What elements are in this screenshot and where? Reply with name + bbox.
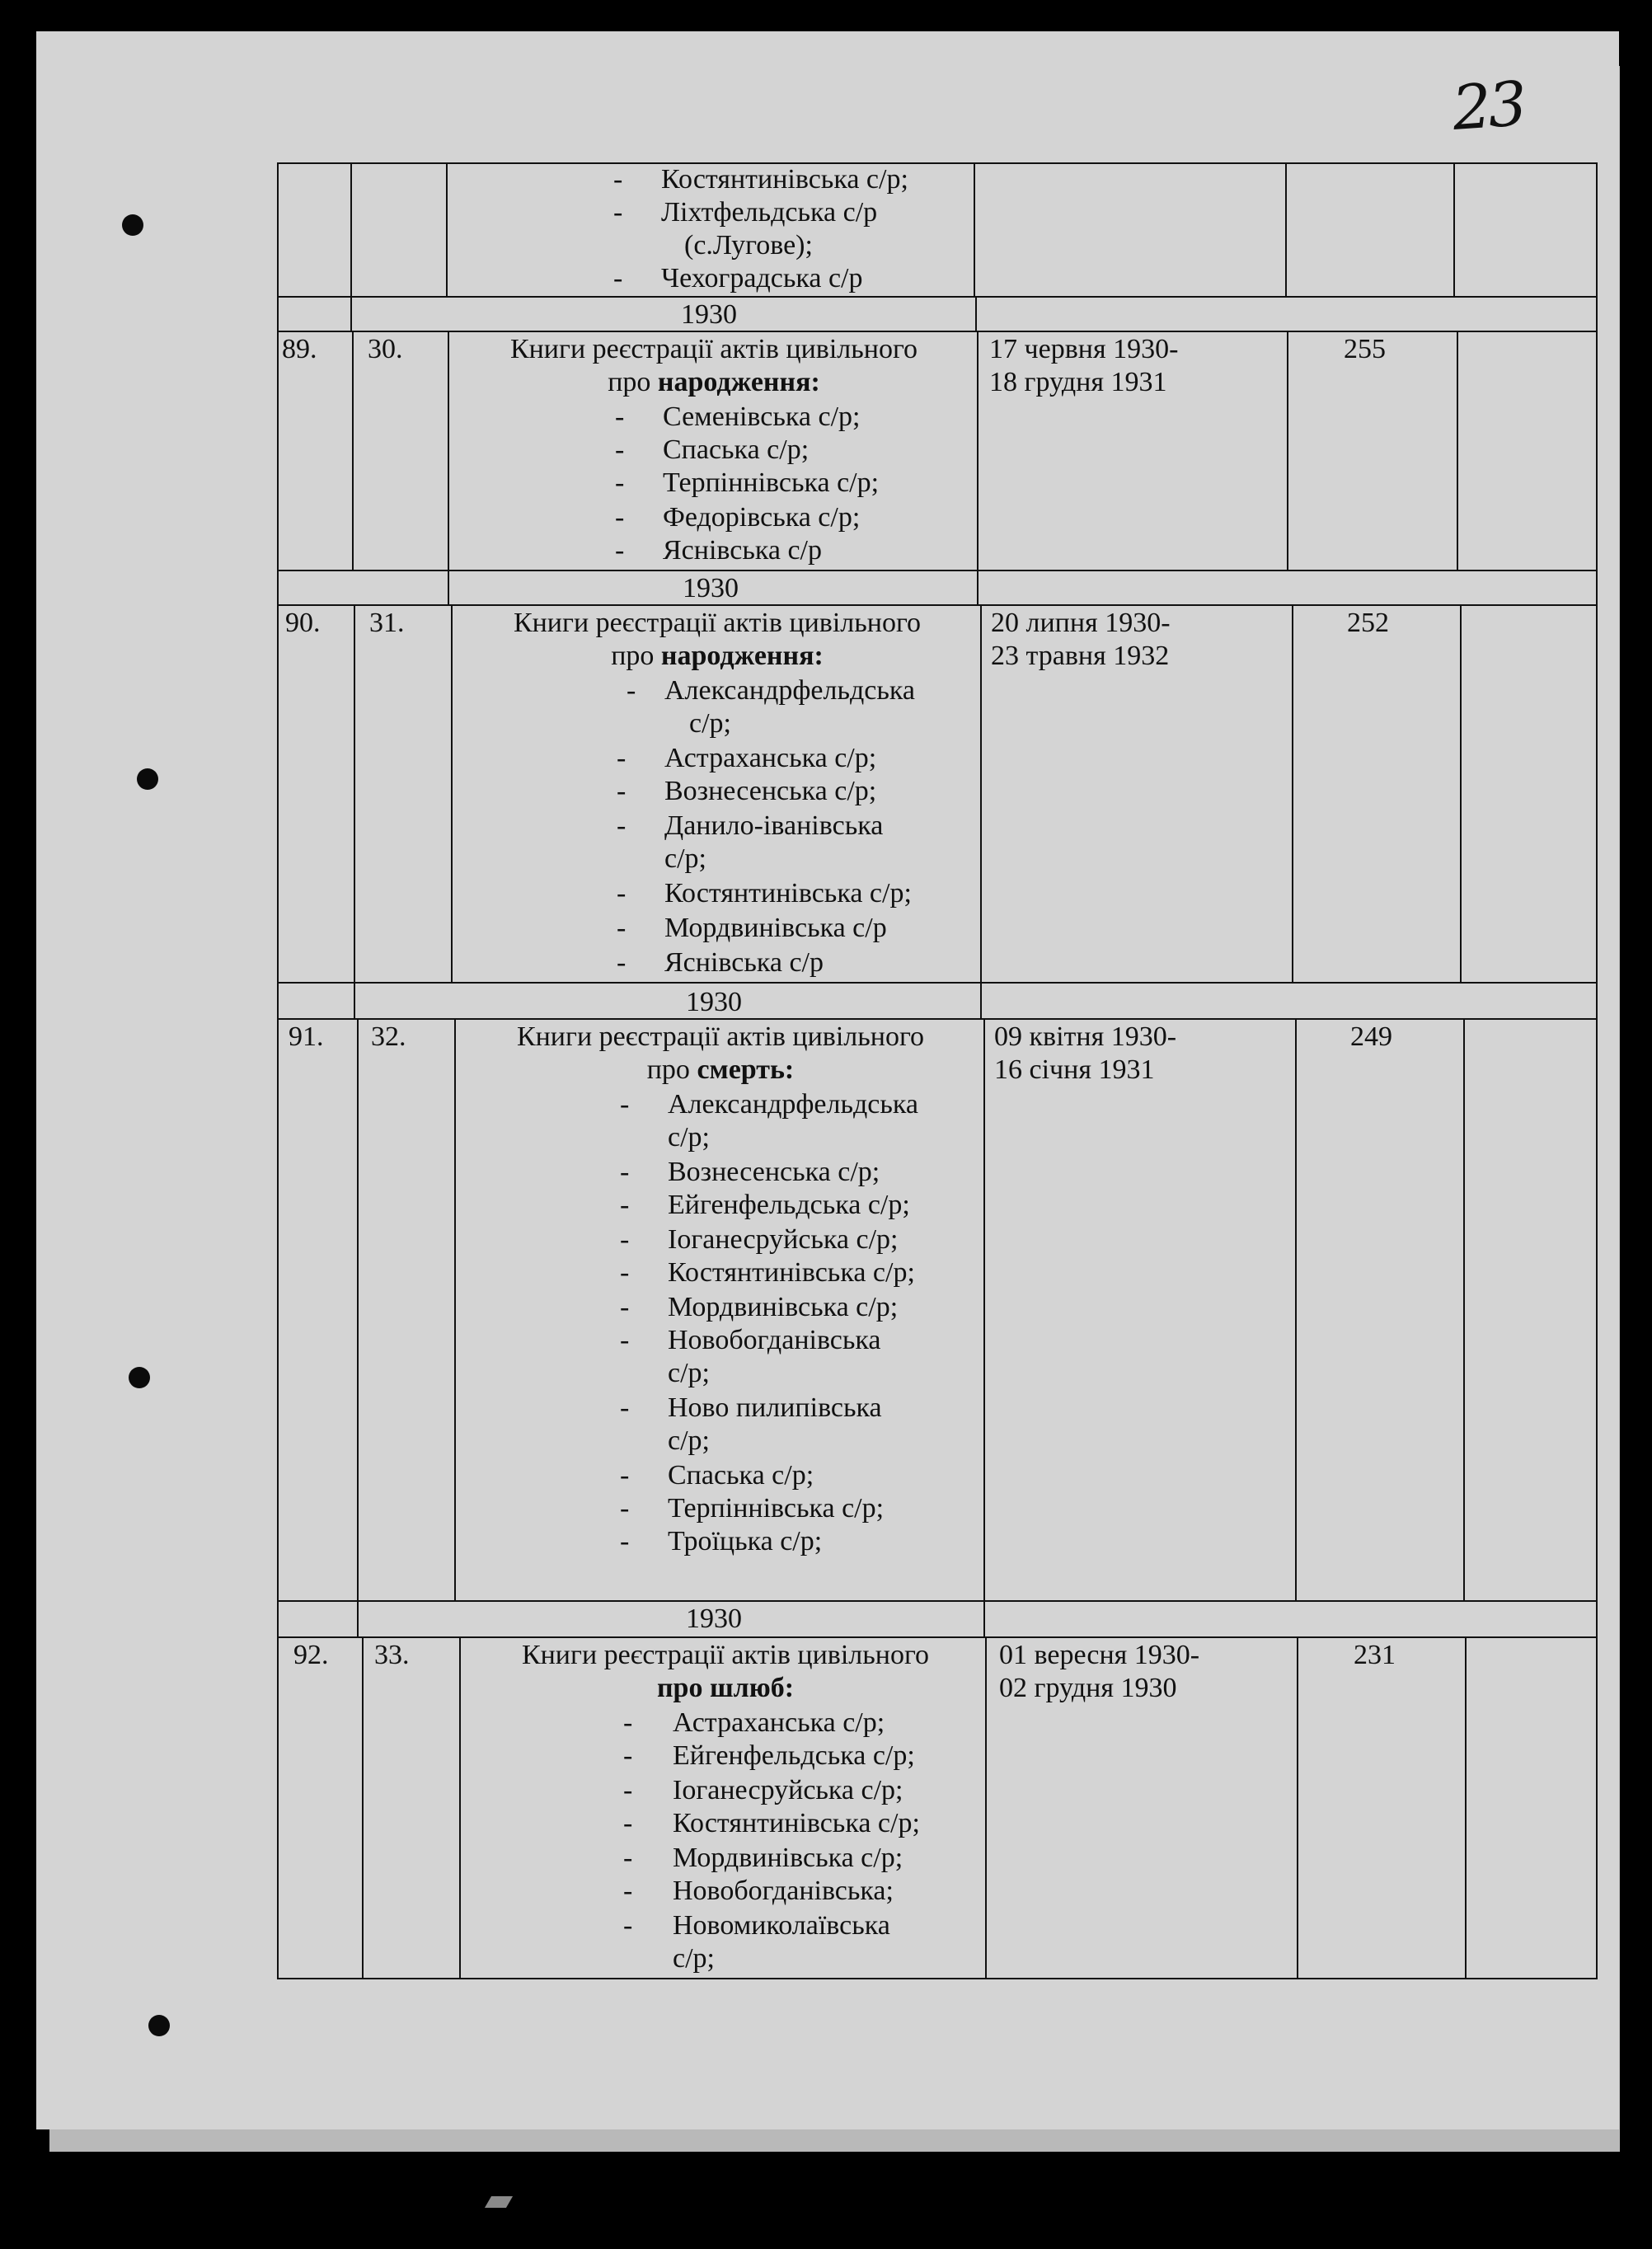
sheet-count: 231 xyxy=(1354,1640,1396,1670)
record-title-line2 xyxy=(463,1672,988,1705)
sheet-count: 255 xyxy=(1344,334,1386,364)
dash-marker: - xyxy=(615,401,625,432)
record-title: Книги реєстрації актів цивільного xyxy=(516,1021,925,1052)
row-number: 92. xyxy=(293,1640,329,1670)
dash-marker: - xyxy=(620,1392,630,1423)
dash-marker: - xyxy=(617,743,627,773)
list-item: с/р; xyxy=(664,843,706,874)
list-item: Новобогданівська; xyxy=(673,1876,894,1906)
list-item: Федорівська с/р; xyxy=(663,502,861,533)
date-range-end: 23 травня 1932 xyxy=(991,641,1170,671)
punch-hole xyxy=(148,2015,170,2036)
list-item: с/р; xyxy=(689,708,731,739)
list-item: Вознесенська с/р; xyxy=(668,1157,880,1187)
dash-marker: - xyxy=(620,1325,630,1355)
dash-marker: - xyxy=(615,434,625,465)
list-item: Іоганесруйська с/р; xyxy=(668,1224,899,1255)
record-type: смерть: xyxy=(697,1054,795,1085)
dash-marker: - xyxy=(620,1460,630,1491)
dash-marker: - xyxy=(623,1910,633,1941)
list-item: с/р; xyxy=(668,1425,710,1456)
dash-marker: - xyxy=(623,1808,633,1838)
list-item: (с.Лугове); xyxy=(684,230,813,261)
list-item: Мордвинівська с/р; xyxy=(668,1292,899,1322)
date-range-start: 20 липня 1930- xyxy=(991,608,1171,638)
list-item: Костянтинівська с/р; xyxy=(661,164,908,195)
record-type: народження: xyxy=(657,367,820,397)
dash-marker: - xyxy=(620,1089,630,1120)
list-item: Данило-іванівська xyxy=(664,810,884,841)
date-range-end: 18 грудня 1931 xyxy=(989,367,1167,397)
record-type: народження: xyxy=(660,641,824,671)
punch-hole xyxy=(137,768,158,790)
row-number: 89. xyxy=(282,334,317,364)
row-number: 90. xyxy=(285,608,321,638)
subitem-number: 32. xyxy=(371,1021,406,1052)
list-item: Новомиколаївська xyxy=(673,1910,890,1941)
list-item: Костянтинівська с/р; xyxy=(664,878,912,909)
year-label: 1930 xyxy=(681,299,737,330)
list-item: Астраханська с/р; xyxy=(664,743,877,773)
list-item: Спаська с/р; xyxy=(668,1460,814,1491)
list-item: Астраханська с/р; xyxy=(673,1707,885,1738)
list-item: Яснівська с/р xyxy=(664,947,824,978)
list-item: Яснівська с/р xyxy=(663,535,822,566)
dash-marker: - xyxy=(623,1740,633,1771)
list-item: Іоганесруйська с/р; xyxy=(673,1775,903,1805)
list-item: с/р; xyxy=(668,1122,710,1153)
dash-marker: - xyxy=(617,776,627,806)
dash-marker: - xyxy=(620,1190,630,1220)
date-range-end: 16 січня 1931 xyxy=(994,1054,1155,1085)
list-item: Александрфельдська xyxy=(668,1089,918,1120)
list-item: Костянтинівська с/р; xyxy=(673,1808,920,1838)
dash-marker: - xyxy=(623,1707,633,1738)
dash-marker: - xyxy=(615,467,625,498)
dash-marker: - xyxy=(623,1876,633,1906)
record-title-line2: про народження: xyxy=(608,367,820,397)
list-item: Терпіннівська с/р; xyxy=(663,467,880,498)
subitem-number: 33. xyxy=(374,1640,410,1670)
dash-marker: - xyxy=(615,535,625,566)
sheet-count: 249 xyxy=(1350,1021,1392,1052)
list-item: Костянтинівська с/р; xyxy=(668,1257,915,1288)
year-label: 1930 xyxy=(686,1603,742,1634)
list-item: Ейгенфельдська с/р; xyxy=(673,1740,915,1771)
record-title-line2: про смерть: xyxy=(646,1054,795,1085)
dash-marker: - xyxy=(617,878,627,909)
dash-marker: - xyxy=(617,913,627,943)
list-item: Ейгенфельдська с/р; xyxy=(668,1190,910,1220)
list-item: Мордвинівська с/р; xyxy=(673,1843,903,1873)
record-title-line2: про народження: xyxy=(611,641,824,671)
dash-marker: - xyxy=(617,810,627,841)
list-item: Ново пилипівська xyxy=(668,1392,882,1423)
dash-marker: - xyxy=(623,1843,633,1873)
dash-marker: - xyxy=(617,947,627,978)
dash-marker: - xyxy=(615,502,625,533)
list-item: Вознесенська с/р; xyxy=(664,776,877,806)
record-title: Книги реєстрації актів цивільного xyxy=(509,334,918,364)
record-type: про шлюб: xyxy=(656,1673,795,1703)
dash-marker: - xyxy=(620,1526,630,1556)
year-label: 1930 xyxy=(683,573,739,603)
date-range-start: 01 вересня 1930- xyxy=(999,1640,1200,1670)
record-title: Книги реєстрації актів цивільного xyxy=(513,608,922,638)
date-range-start: 17 червня 1930- xyxy=(989,334,1179,364)
list-item: с/р; xyxy=(668,1358,710,1388)
dash-marker: - xyxy=(613,164,623,195)
list-item: Александрфельдська xyxy=(664,675,915,706)
sheet-count: 252 xyxy=(1347,608,1389,638)
dash-marker: - xyxy=(613,263,623,293)
dash-marker: - xyxy=(620,1157,630,1187)
stamp-mark xyxy=(485,2196,513,2208)
dash-marker: - xyxy=(623,1775,633,1805)
dash-marker: - xyxy=(627,675,636,706)
punch-hole xyxy=(129,1367,150,1388)
record-title: Книги реєстрації актів цивільного xyxy=(521,1640,930,1670)
dash-marker: - xyxy=(620,1224,630,1255)
list-item: Спаська с/р; xyxy=(663,434,810,465)
subitem-number: 31. xyxy=(369,608,405,638)
dash-marker: - xyxy=(620,1292,630,1322)
page-number: 23 xyxy=(1450,68,1527,144)
list-item: Троїцька с/р; xyxy=(668,1526,823,1556)
register-table xyxy=(277,162,1598,1980)
list-item: с/р; xyxy=(673,1943,715,1974)
list-item: Чехоградська с/р xyxy=(661,263,863,293)
dash-marker: - xyxy=(620,1493,630,1524)
subitem-number: 30. xyxy=(368,334,403,364)
list-item: Семенівська с/р; xyxy=(663,401,861,432)
year-label: 1930 xyxy=(686,987,742,1017)
row-number: 91. xyxy=(289,1021,324,1052)
list-item: Мордвинівська с/р xyxy=(664,913,887,943)
dash-marker: - xyxy=(620,1257,630,1288)
dash-marker: - xyxy=(613,197,623,228)
list-item: Новобогданівська xyxy=(668,1325,881,1355)
date-range-end: 02 грудня 1930 xyxy=(999,1673,1177,1703)
punch-hole xyxy=(122,214,143,236)
date-range-start: 09 квітня 1930- xyxy=(994,1021,1177,1052)
list-item: Терпіннівська с/р; xyxy=(668,1493,885,1524)
list-item: Ліхтфельдська с/р xyxy=(661,197,878,228)
